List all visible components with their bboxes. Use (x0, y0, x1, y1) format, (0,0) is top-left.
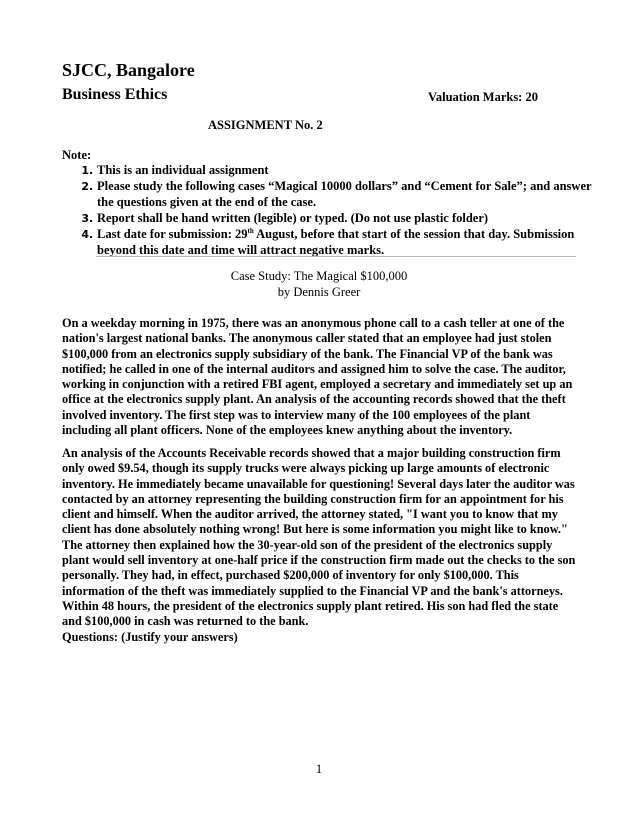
page-number: 1 (315, 762, 323, 776)
assignment-heading: ASSIGNMENT No. 2 (208, 118, 323, 132)
note-item-text: Last date for submission: 29 (97, 227, 248, 241)
notes-list (62, 162, 607, 258)
note-item-text: August, before that start of the session that day. Submission beyond this date and time will attract negative marks. (97, 227, 575, 257)
valuation-marks: Valuation Marks: 20 (428, 90, 538, 104)
note-item (97, 226, 607, 258)
section-divider (96, 256, 576, 257)
case-paragraph: An analysis of the Accounts Receivable records showed that a major building construction firm only owed $9.54, though its supply trucks were always picking up large amounts of electronic inventory. He immediately became unavailable for questioning! Several days later the auditor was contacted by an attorney representing the building construction firm for an appointment for his client and himself. When the auditor arrived, the attorney stated, "I want you to know that my client has done absolutely nothing wrong! But here is some information you might like to know." The attorney then explained how the 30-year-old son of the president of the electronics supply plant would sell inventory at one-half price if the construction firm made out the checks to the son personally. They had, in effect, purchased $200,000 of inventory for only $100,000. This information of the theft was immediately supplied to the Financial VP and the bank's attorneys. Within 48 hours, the president of the electronics supply plant retired. His son had fled the state and $100,000 in cash was returned to the bank. (62, 446, 576, 629)
note-label: Note: (62, 148, 92, 162)
note-item: 3. Report shall be hand written (legible) or typed. (Do not use plastic folder) (97, 210, 607, 226)
case-section (62, 446, 580, 645)
note-item: 1. This is an individual assignment (97, 162, 607, 178)
case-paragraph: On a weekday morning in 1975, there was an anonymous phone call to a cash teller at one of the nation's largest national banks. The anonymous caller stated that an employee had just stolen $100,000 from an electronics supply subsidiary of the bank. The Financial VP of the bank was notified; he called in one of the internal auditors and assigned him to solve the case. The auditor, working in conjunction with a retired FBI agent, employed a secretary and immediately set up an office at the electronics supply plant. An analysis of the accounting records showed that the theft involved inventory. The first step was to interview many of the 100 employees of the plant including all plant officers. None of the employees knew anything about the inventory. (62, 316, 573, 438)
case-study-author: by Dennis Greer (277, 285, 361, 299)
questions-heading: Questions: (Justify your answers) (62, 629, 238, 644)
note-item: 2. Please study the following cases “Magical 10000 dollars” and “Cement for Sale”; and answer the questions given at the end of the case. (97, 178, 607, 210)
ordinal-suffix: th (247, 226, 254, 235)
case-study-title: Case Study: The Magical $100,000 (230, 269, 408, 283)
subject-heading: Business Ethics (62, 86, 168, 103)
institution-heading: SJCC, Bangalore (62, 60, 195, 80)
